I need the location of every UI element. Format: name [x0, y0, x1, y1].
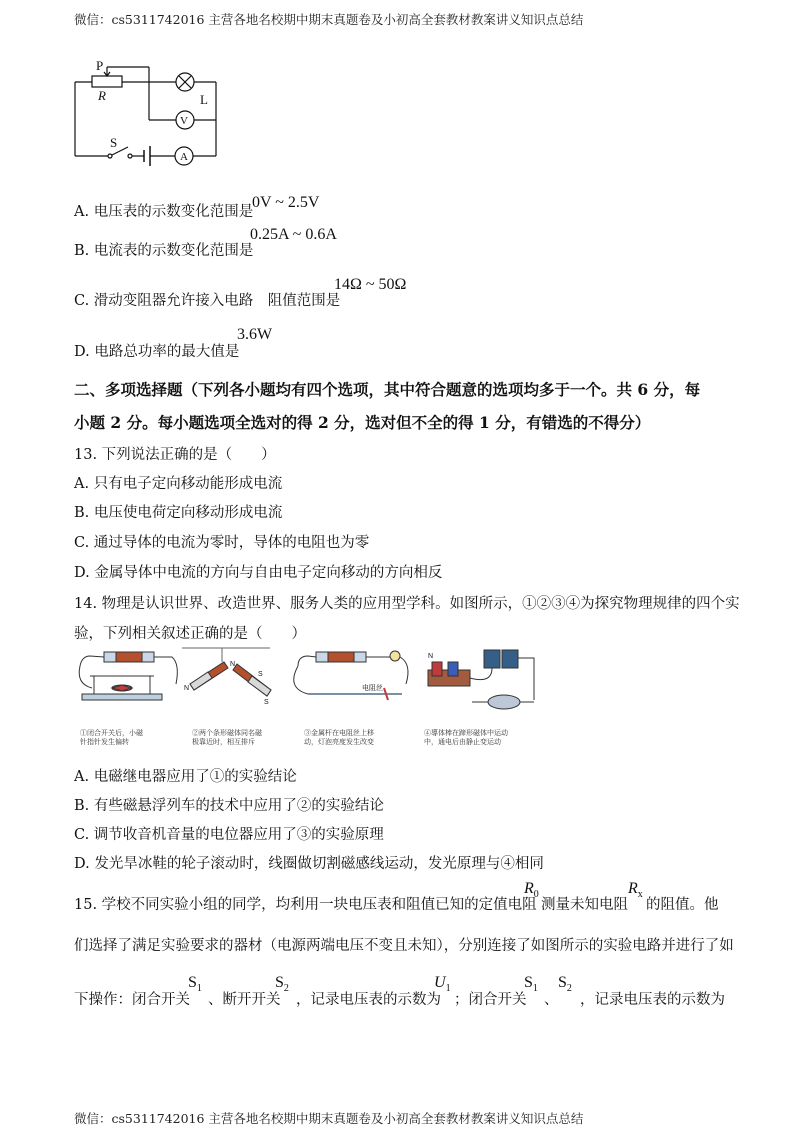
q14-option-c: C. 调节收音机音量的电位器应用了③的实验原理	[74, 827, 384, 843]
q12-option-b-math: 0.25A ~ 0.6A	[250, 226, 337, 243]
q14-caption-4: ④導体棒在蹄形磁体中运动 中，通电后由静止变运动	[424, 729, 508, 746]
q15-u1: $U_1$	[434, 974, 451, 995]
label-n-4: N	[428, 653, 434, 660]
q15-rx-subscript: x	[637, 889, 643, 901]
label-v: V	[180, 115, 188, 127]
q12-option-c: C. 滑动变阻器允许接入电路 阻值范围是	[74, 293, 341, 309]
q15-line1-c: 的阻值。他	[646, 897, 719, 913]
q15-line3-a: 下操作：闭合开关	[74, 992, 190, 1008]
q15-rx: $R_x$	[628, 880, 643, 901]
rheostat	[92, 76, 122, 87]
q15-line1-a: 15. 学校不同实验小组的同学，均利用一块电压表和阻值已知的定值电阻	[74, 897, 537, 913]
q15-line3-f: ，记录电压表的示数为	[580, 992, 725, 1008]
page-footer: 微信：cs5311742016 主营各地名校期中期末真题卷及小初高全套教材教案讲义知识点总结	[74, 1111, 584, 1126]
q15-line3-b: 、断开开关	[208, 992, 281, 1008]
q14-option-b: B. 有些磁悬浮列车的技术中应用了②的实验结论	[74, 798, 384, 814]
q12-option-d-math: 3.6W	[237, 326, 273, 343]
page-header: 微信：cs5311742016 主营各地名校期中期末真题卷及小初高全套教材教案讲义知识点总结	[74, 12, 584, 27]
q15-line3-c: ，记录电压表的示数为	[296, 992, 441, 1008]
q14-experiments-figure	[72, 644, 548, 724]
q15-s2-second: $S_2$	[558, 974, 572, 995]
section2-title-line1: 二、多项选择题（下列各小题均有四个选项，其中符合题意的选项均多于一个。共 6 分，每	[74, 380, 701, 399]
q13-option-c: C. 通过导体的电流为零时，导体的电阻也为零	[74, 535, 370, 551]
q13-option-d: D. 金属导体中电流的方向与自由电子定向移动的方向相反	[74, 565, 443, 581]
circuit-diagram	[70, 52, 230, 177]
q15-line3-d: ；闭合开关	[454, 992, 527, 1008]
label-n-1: N	[184, 685, 190, 692]
label-n-2: N	[230, 661, 236, 668]
q15-r0-subscript: 0	[533, 889, 539, 901]
experiment-1	[79, 652, 177, 700]
q15-line2: 们选择了满足实验要求的器材（电源两端电压不变且未知），分别连接了如图所示的实验电路并进行了如	[74, 938, 734, 954]
q12-option-a-math: 0V ~ 2.5V	[252, 194, 320, 211]
label-l: L	[200, 92, 208, 107]
q15-s1-first: $S_1$	[188, 974, 202, 995]
q15-line1-b: 测量未知电阻	[541, 897, 628, 913]
q14-option-d: D. 发光旱冰鞋的轮子滚动时，线圈做切割磁感线运动，发光原理与④相同	[74, 856, 544, 872]
section2-title-line2: 小题 2 分。每小题选项全选对的得 2 分，选对但不全的得 1 分，有错选的不得分）	[74, 413, 651, 432]
label-s: S	[110, 135, 118, 150]
q13-stem: 13. 下列说法正确的是（ ）	[74, 447, 276, 463]
q12-option-b: B. 电流表的示数变化范围是	[74, 243, 254, 259]
q15-r0: $R_0$	[524, 880, 539, 901]
q15-line3-e: 、	[544, 992, 559, 1008]
q12-option-d: D. 电路总功率的最大值是	[74, 344, 240, 360]
q12-option-c-math: 14Ω ~ 50Ω	[334, 276, 407, 293]
q14-caption-1: ①闭合开关后，小磁 针指针发生偏转	[80, 729, 143, 746]
q15-s1-second: $S_1$	[524, 974, 538, 995]
label-s-2: S	[264, 699, 269, 706]
experiment-4	[428, 650, 534, 709]
q14-caption-2: ②两个条形磁体同名磁 极靠近时，相互排斥	[192, 729, 262, 746]
q15-s2-first: $S_2$	[275, 974, 289, 995]
label-resistance-wire: 电阻丝	[362, 685, 383, 692]
experiment-3	[294, 651, 408, 700]
q14-stem-line1: 14. 物理是认识世界、改造世界、服务人类的应用型学科。如图所示，①②③④为探究物理规律的四个实	[74, 596, 740, 612]
q14-option-a: A. 电磁继电器应用了①的实验结论	[74, 769, 297, 785]
label-p: P	[96, 58, 104, 73]
label-a: A	[180, 151, 188, 163]
label-r: R	[98, 88, 106, 103]
q14-stem-line2: 验，下列相关叙述正确的是（ ）	[74, 626, 306, 642]
q13-option-a: A. 只有电子定向移动能形成电流	[74, 476, 283, 492]
q13-option-b: B. 电压使电荷定向移动形成电流	[74, 505, 283, 521]
q12-option-a: A. 电压表的示数变化范围是	[74, 204, 254, 220]
q14-caption-3: ③金属杆在电阻丝上移 动，灯泡亮度发生改变	[304, 729, 374, 746]
label-s-1: S	[258, 671, 263, 678]
